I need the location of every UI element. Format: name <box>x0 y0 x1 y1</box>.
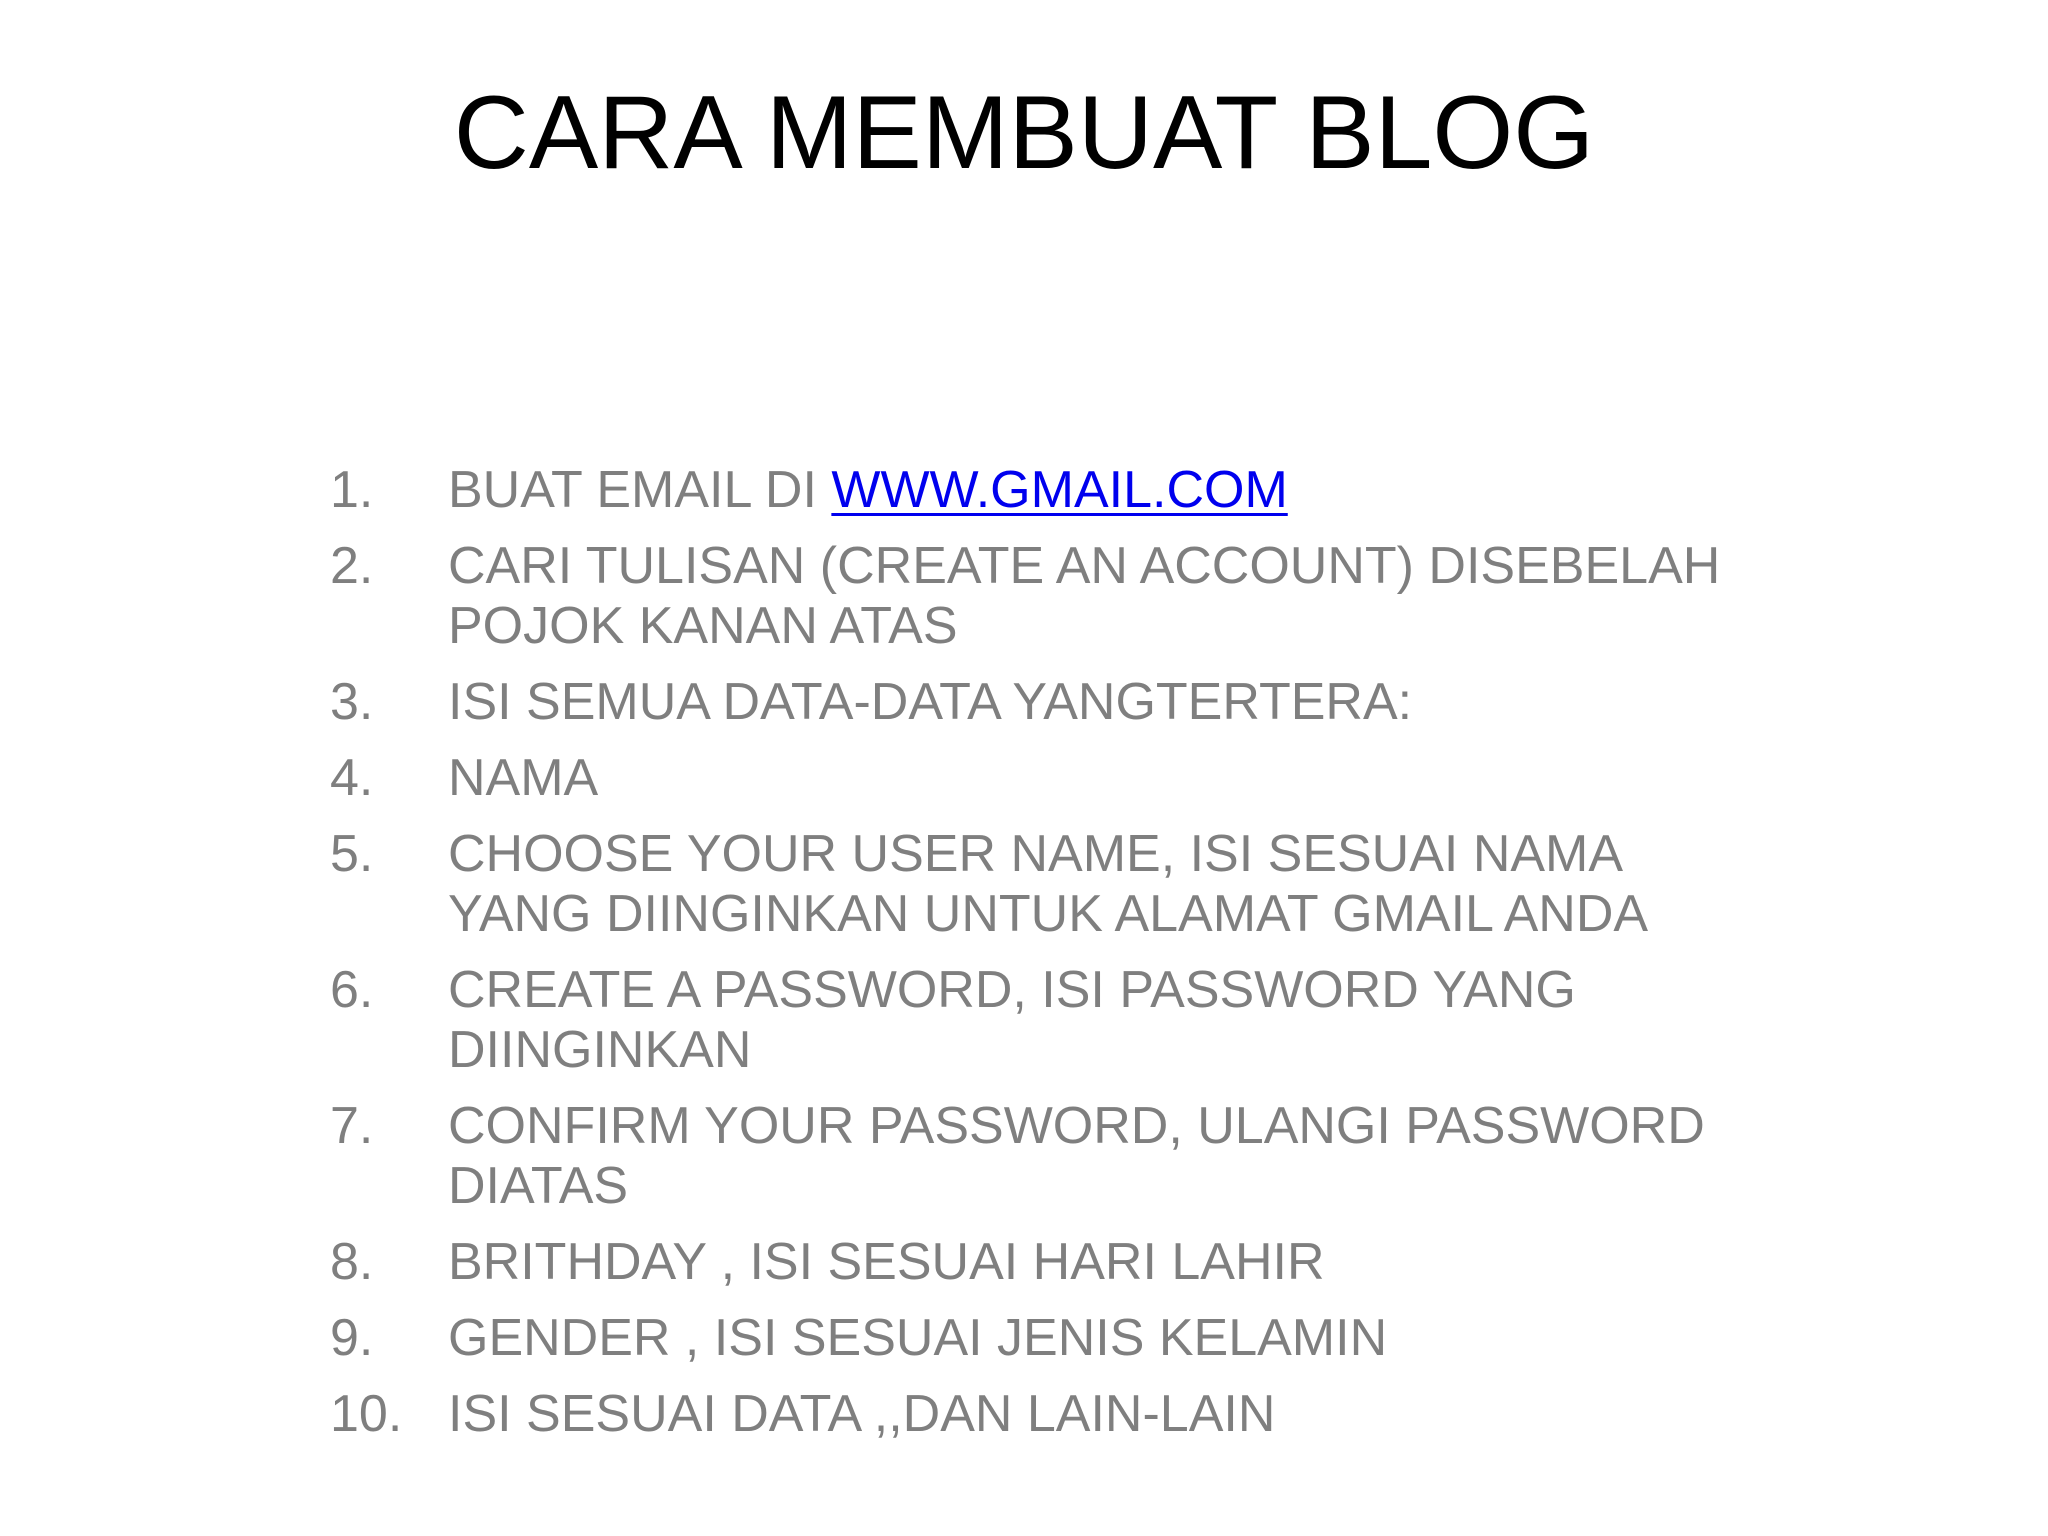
step-number: 8. <box>330 1233 374 1291</box>
step-text: CARI TULISAN (CREATE AN ACCOUNT) DISEBELAH POJOK KANAN ATAS <box>448 537 1721 655</box>
step-number: 9. <box>330 1309 374 1367</box>
step-number: 2. <box>330 537 374 595</box>
step-number: 7. <box>330 1097 374 1155</box>
step-number: 5. <box>330 825 374 883</box>
step-number: 6. <box>330 961 374 1019</box>
step-text: BRITHDAY , ISI SESUAI HARI LAHIR <box>448 1233 1325 1291</box>
step-number: 10. <box>330 1385 403 1443</box>
list-item <box>330 1384 1750 1444</box>
step-text: NAMA <box>448 749 599 807</box>
list-item <box>330 536 1750 656</box>
list-item <box>330 748 1750 808</box>
step-text: GENDER , ISI SESUAI JENIS KELAMIN <box>448 1309 1388 1367</box>
list-item <box>330 672 1750 732</box>
list-item <box>330 1096 1750 1216</box>
step-text: CONFIRM YOUR PASSWORD, ULANGI PASSWORD DIATAS <box>448 1097 1705 1215</box>
list-item <box>330 824 1750 944</box>
step-text <box>448 460 1750 520</box>
step-text: ISI SESUAI DATA ,,DAN LAIN-LAIN <box>448 1385 1276 1443</box>
step-text-label: BUAT EMAIL DI <box>448 461 832 519</box>
list-item <box>330 1308 1750 1368</box>
list-item <box>330 1232 1750 1292</box>
list-item <box>330 460 1750 520</box>
step-number: 1. <box>330 461 374 519</box>
step-text: CREATE A PASSWORD, ISI PASSWORD YANG DIINGINKAN <box>448 961 1576 1079</box>
slide-title: CARA MEMBUAT BLOG <box>453 75 1595 191</box>
list-item <box>330 960 1750 1080</box>
step-number: 3. <box>330 673 374 731</box>
step-text: CHOOSE YOUR USER NAME, ISI SESUAI NAMA YANG DIINGINKAN UNTUK ALAMAT GMAIL ANDA <box>448 825 1649 943</box>
gmail-link[interactable]: WWW.GMAIL.COM <box>831 461 1288 519</box>
step-number: 4. <box>330 749 374 807</box>
steps-list <box>330 460 1750 1460</box>
step-text: ISI SEMUA DATA-DATA YANGTERTERA: <box>448 673 1413 731</box>
